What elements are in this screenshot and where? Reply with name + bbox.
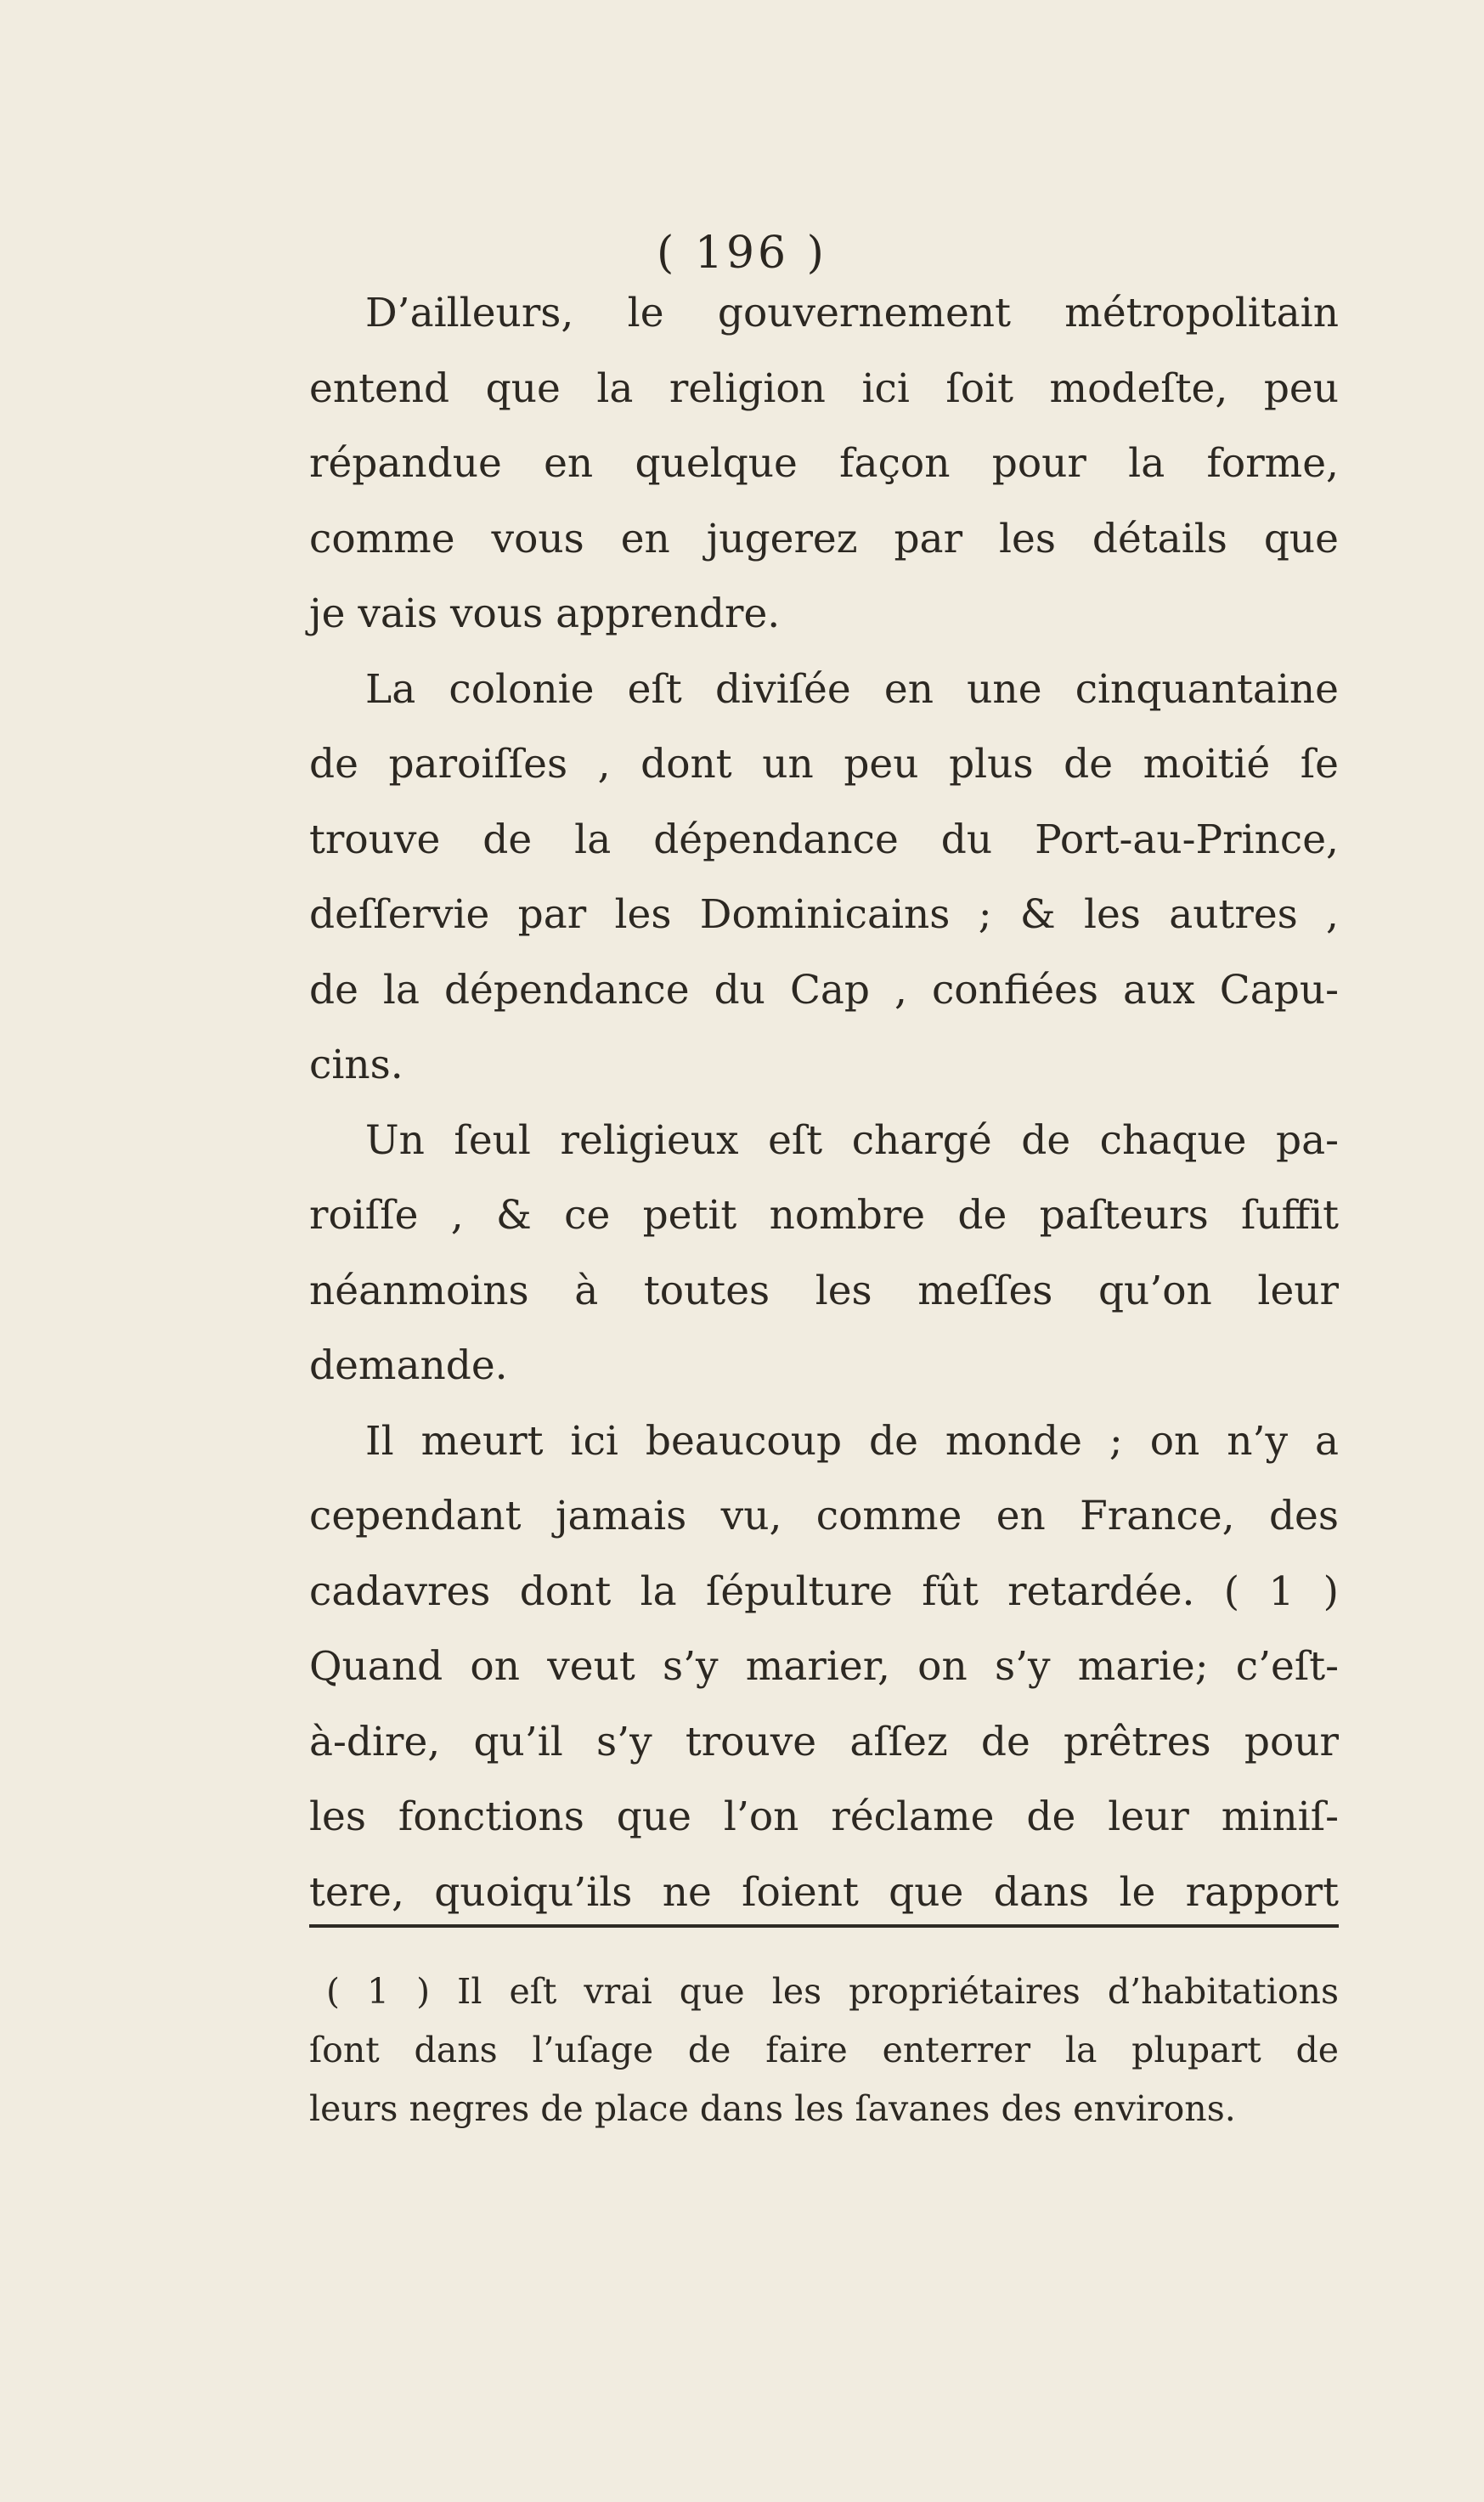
footnote-line: ſont dans l’uſage de faire enterrer la plupart de (309, 2030, 1339, 2070)
footnote-line: leurs negres de place dans les ſavanes des environs. (309, 2088, 1236, 2129)
text-line: demande. (309, 1342, 508, 1389)
text-line: Un ſeul religieux eſt chargé de chaque pa- (365, 1116, 1339, 1164)
text-line: les fonctions que l’on réclame de leur miniſ- (309, 1793, 1339, 1840)
text-line: deſſervie par les Dominicains ; & les autres , (309, 891, 1339, 938)
text-line: cins. (309, 1042, 403, 1088)
text-line: répandue en quelque façon pour la forme, (309, 440, 1339, 487)
text-line: D’ailleurs, le gouvernement métropolitain (365, 290, 1339, 336)
text-line: comme vous en jugerez par les détails que (309, 515, 1339, 562)
text-line: entend que la religion ici ſoit modeſte, peu (309, 364, 1339, 412)
text-line: roiſſe , & ce petit nombre de paſteurs ſuffit (309, 1192, 1339, 1239)
text-line: néanmoins à toutes les meſſes qu’on leur (309, 1267, 1339, 1314)
text-line: à-dire, qu’il s’y trouve aſſez de prêtres pour (309, 1718, 1339, 1765)
text-line: de la dépendance du Cap , confiées aux Capu- (309, 966, 1339, 1014)
text-line: de paroiſſes , dont un peu plus de moitié ſe (309, 741, 1339, 788)
text-line: je vais vous apprendre. (309, 590, 781, 637)
text-line: Quand on veut s’y marier, on s’y marie; c’eſt- (309, 1643, 1339, 1690)
main-text (309, 276, 1339, 1930)
text-line: trouve de la dépendance du Port-au-Prince, (309, 816, 1339, 863)
footnote-line: ( 1 ) Il eſt vrai que les propriétaires d’habitations (326, 1971, 1339, 2012)
text-line: tere, quoiqu’ils ne ſoient que dans le rapport (309, 1868, 1339, 1916)
text-line: cependant jamais vu, comme en France, des (309, 1493, 1339, 1539)
text-line: La colonie eſt diviſée en une cinquantaine (365, 665, 1339, 713)
footnote (309, 1963, 1339, 2138)
page-number: ( 196 ) (657, 228, 827, 279)
footnote-divider (309, 1924, 1339, 1928)
text-line: cadavres dont la ſépulture fût retardée. ( 1 ) (309, 1567, 1339, 1615)
text-line: Il meurt ici beaucoup de monde ; on n’y a (365, 1417, 1339, 1465)
